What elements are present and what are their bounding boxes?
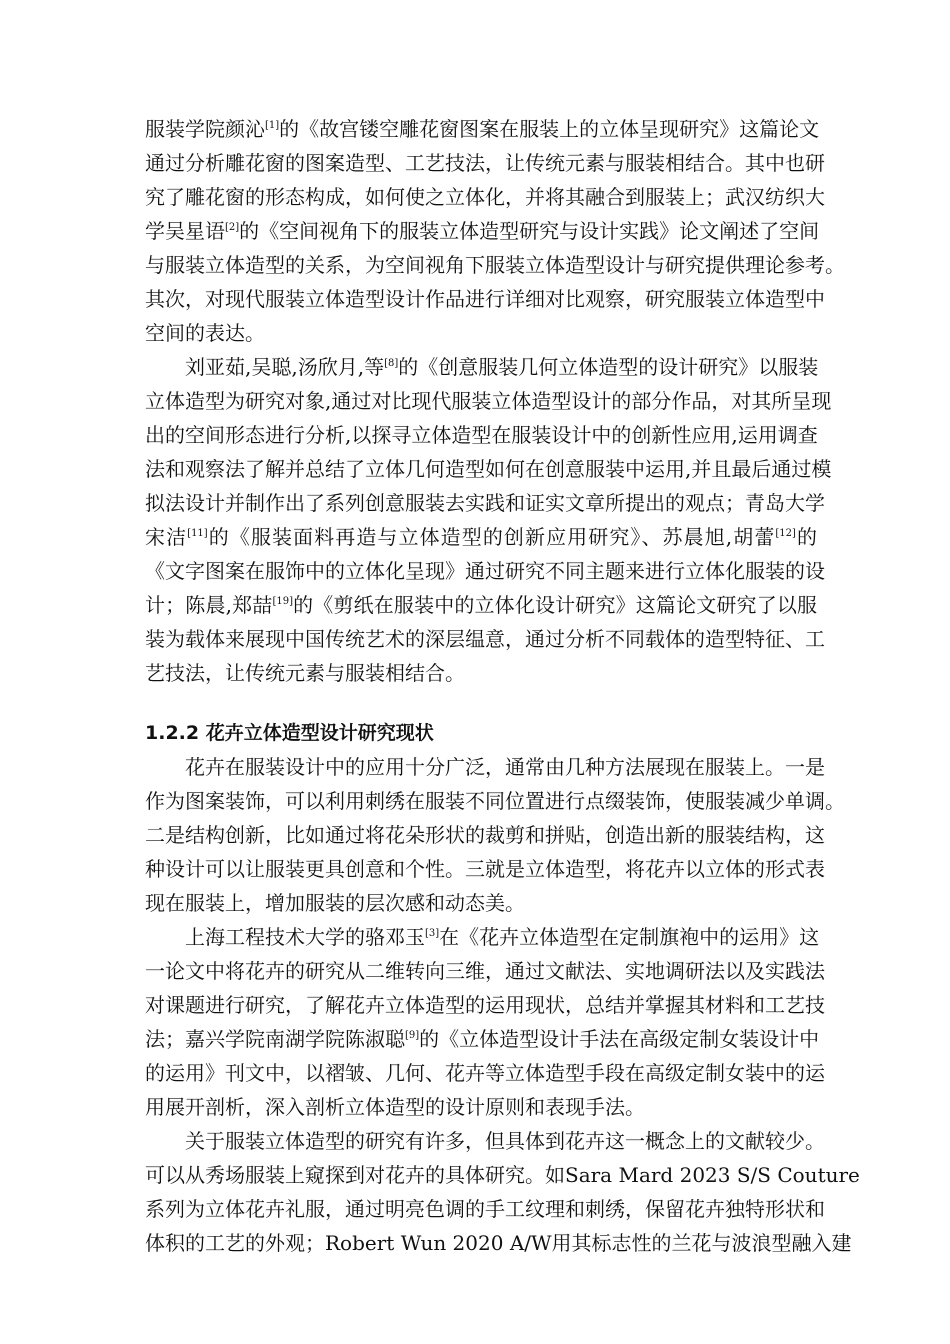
citation-ref: [2] bbox=[225, 222, 240, 233]
text-line: 花卉在服装设计中的应用十分广泛，通常由几种方法展现在服装上。一是 bbox=[185, 755, 825, 779]
citation-ref: [3] bbox=[425, 928, 440, 939]
section-heading: 1.2.2 花卉立体造型设计研究现状 bbox=[145, 722, 434, 744]
text-span: 的《故宫镂空雕花窗图案在服装上的立体呈现研究》这篇论文 bbox=[279, 117, 820, 141]
text-line bbox=[145, 350, 817, 384]
text-line: 艺技法，让传统元素与服装相结合。 bbox=[145, 661, 465, 685]
citation-ref: [11] bbox=[187, 528, 208, 539]
text-line: 拟法设计并制作出了系列创意服装去实践和证实文章所提出的观点；青岛大学 bbox=[145, 491, 825, 515]
text-span: 的《空间视角下的服装立体造型研究与设计实践》论文阐述了空间 bbox=[239, 219, 820, 243]
text-span: 的《创意服装几何立体造型的设计研究》以服装 bbox=[398, 355, 819, 379]
text-span: 的《立体造型设计手法在高级定制女装设计中 bbox=[419, 1027, 820, 1051]
text-line: 立体造型为研究对象,通过对比现代服装立体造型设计的部分作品，对其所呈现 bbox=[145, 389, 832, 413]
text-line: 可以从秀场服装上窥探到对花卉的具体研究。如Sara Mard 2023 S/S Couture bbox=[145, 1163, 860, 1187]
text-line: 体积的工艺的外观；Robert Wun 2020 A/W用其标志性的兰花与波浪型融入建 bbox=[145, 1231, 852, 1255]
paragraph-5 bbox=[145, 1124, 860, 1260]
text-line: 用展开剖析，深入剖析立体造型的设计原则和表现手法。 bbox=[145, 1095, 645, 1119]
text-span: 法；嘉兴学院南湖学院陈淑聪 bbox=[145, 1027, 405, 1051]
text-line: 现在服装上，增加服装的层次感和动态美。 bbox=[145, 891, 525, 915]
text-line: 《文字图案在服饰中的立体化呈现》通过研究不同主题来进行立体化服装的设 bbox=[145, 559, 825, 583]
text-line: 装为载体来展现中国传统艺术的深层缊意，通过分析不同载体的造型特征、工 bbox=[145, 627, 825, 651]
text-line: 作为图案装饰，可以利用刺绣在服装不同位置进行点缀装饰，使服装减少单调。 bbox=[145, 789, 845, 813]
text-span: 的《服装面料再造与立体造型的创新应用研究》、苏晨旭,胡蕾 bbox=[207, 525, 776, 549]
text-span: 上海工程技术大学的骆邓玉 bbox=[185, 925, 425, 949]
text-line bbox=[145, 920, 820, 954]
paragraph-4 bbox=[145, 920, 825, 1124]
text-line: 种设计可以让服装更具创意和个性。三就是立体造型，将花卉以立体的形式表 bbox=[145, 857, 825, 881]
text-span: 计；陈晨,郑喆 bbox=[145, 593, 273, 617]
document-page bbox=[145, 112, 860, 1260]
text-line bbox=[145, 588, 817, 622]
text-line: 究了雕花窗的形态构成，如何使之立体化，并将其融合到服装上；武汉纺织大 bbox=[145, 185, 825, 209]
text-line bbox=[145, 520, 817, 554]
text-line: 一论文中将花卉的研究从二维转向三维，通过文献法、实地调研法以及实践法 bbox=[145, 959, 825, 983]
citation-ref: [8] bbox=[384, 358, 399, 369]
text-span: 在《花卉立体造型在定制旗袍中的运用》这 bbox=[439, 925, 820, 949]
text-span: 刘亚茹,吴聪,汤欣月,等 bbox=[185, 355, 385, 379]
text-line: 其次，对现代服装立体造型设计作品进行详细对比观察，研究服装立体造型中 bbox=[145, 287, 825, 311]
paragraph-3 bbox=[145, 750, 845, 920]
text-line bbox=[145, 112, 820, 146]
text-line: 系列为立体花卉礼服，通过明亮色调的手工纹理和刺绣，保留花卉独特形状和 bbox=[145, 1197, 825, 1221]
paragraph-2 bbox=[145, 350, 832, 690]
text-line: 出的空间形态进行分析,以探寻立体造型在服装设计中的创新性应用,运用调查 bbox=[145, 423, 818, 447]
text-line: 通过分析雕花窗的图案造型、工艺技法，让传统元素与服装相结合。其中也研 bbox=[145, 151, 825, 175]
text-line: 法和观察法了解并总结了立体几何造型如何在创意服装中运用,并且最后通过模 bbox=[145, 457, 832, 481]
text-line: 对课题进行研究，了解花卉立体造型的运用现状，总结并掌握其材料和工艺技 bbox=[145, 993, 825, 1017]
citation-ref: [19] bbox=[272, 596, 293, 607]
text-line: 与服装立体造型的关系，为空间视角下服装立体造型设计与研究提供理论参考。 bbox=[145, 253, 845, 277]
text-span: 宋洁 bbox=[145, 525, 188, 549]
text-line: 的运用》刊文中，以褶皱、几何、花卉等立体造型手段在高级定制女装中的运 bbox=[145, 1061, 825, 1085]
text-line: 空间的表达。 bbox=[145, 321, 265, 345]
text-span: 的 bbox=[795, 525, 818, 549]
paragraph-1 bbox=[145, 112, 845, 350]
citation-ref: [12] bbox=[775, 528, 796, 539]
text-span: 学吴星语 bbox=[145, 219, 225, 243]
text-line: 二是结构创新，比如通过将花朵形状的裁剪和拼贴，创造出新的服装结构，这 bbox=[145, 823, 825, 847]
text-span: 的《剪纸在服装中的立体化设计研究》这篇论文研究了以服 bbox=[292, 593, 818, 617]
citation-ref: [1] bbox=[265, 120, 280, 131]
text-line bbox=[145, 1022, 820, 1056]
text-line bbox=[145, 214, 820, 248]
citation-ref: [9] bbox=[405, 1030, 420, 1041]
text-span: 服装学院颜沁 bbox=[145, 117, 265, 141]
text-line: 关于服装立体造型的研究有许多，但具体到花卉这一概念上的文献较少。 bbox=[185, 1129, 825, 1153]
